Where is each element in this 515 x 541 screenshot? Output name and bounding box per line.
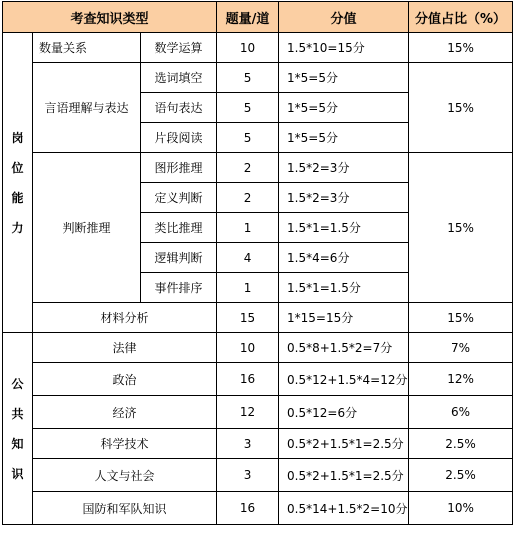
section-label-gonggong: 公 共 知 识 [3,333,33,525]
score-formula: 0.5*12=6分 [279,396,409,429]
category-name: 国防和军队知识 [33,492,217,525]
section-label-gangwei: 岗 位 能 力 [3,33,33,333]
score-ratio: 15% [409,153,513,303]
score-ratio: 2.5% [409,459,513,492]
question-count: 5 [217,63,279,93]
header-count: 题量/道 [217,2,279,33]
category-name: 经济 [33,396,217,429]
question-count: 10 [217,333,279,363]
question-count: 16 [217,492,279,525]
subcategory-name: 图形推理 [141,153,217,183]
subcategory-name: 定义判断 [141,183,217,213]
header-ratio: 分值占比（%） [409,2,513,33]
header-score: 分值 [279,2,409,33]
category-name: 数量关系 [33,33,141,63]
score-formula: 1.5*4=6分 [279,243,409,273]
exam-content-table [2,1,513,525]
subcategory-name: 事件排序 [141,273,217,303]
score-formula: 0.5*2+1.5*1=2.5分 [279,429,409,459]
question-count: 1 [217,213,279,243]
table-row [3,63,513,93]
table-row [3,363,513,396]
subcategory-name: 逻辑判断 [141,243,217,273]
score-ratio: 10% [409,492,513,525]
question-count: 1 [217,273,279,303]
score-ratio: 15% [409,33,513,63]
score-formula: 1*5=5分 [279,123,409,153]
category-name: 判断推理 [33,153,141,303]
score-formula: 0.5*2+1.5*1=2.5分 [279,459,409,492]
subcategory-name: 语句表达 [141,93,217,123]
table-row [3,492,513,525]
question-count: 5 [217,93,279,123]
question-count: 16 [217,363,279,396]
category-name: 材料分析 [33,303,217,333]
category-name: 政治 [33,363,217,396]
question-count: 3 [217,459,279,492]
question-count: 10 [217,33,279,63]
table-row [3,33,513,63]
score-formula: 1.5*1=1.5分 [279,273,409,303]
score-formula: 1.5*2=3分 [279,183,409,213]
score-formula: 1*5=5分 [279,63,409,93]
score-ratio: 15% [409,303,513,333]
score-ratio: 12% [409,363,513,396]
table-row [3,459,513,492]
category-name: 人文与社会 [33,459,217,492]
score-formula: 1*15=15分 [279,303,409,333]
question-count: 2 [217,153,279,183]
score-formula: 1.5*10=15分 [279,33,409,63]
score-formula: 1.5*2=3分 [279,153,409,183]
question-count: 2 [217,183,279,213]
table-row [3,303,513,333]
header-row [3,2,513,33]
question-count: 5 [217,123,279,153]
table-row [3,153,513,183]
score-ratio: 6% [409,396,513,429]
score-formula: 1*5=5分 [279,93,409,123]
subcategory-name: 选词填空 [141,63,217,93]
question-count: 4 [217,243,279,273]
table-row [3,396,513,429]
question-count: 3 [217,429,279,459]
category-name: 法律 [33,333,217,363]
table-row [3,429,513,459]
score-formula: 1.5*1=1.5分 [279,213,409,243]
question-count: 12 [217,396,279,429]
score-ratio: 15% [409,63,513,153]
score-formula: 0.5*12+1.5*4=12分 [279,363,409,396]
score-ratio: 7% [409,333,513,363]
question-count: 15 [217,303,279,333]
category-name: 言语理解与表达 [33,63,141,153]
subcategory-name: 类比推理 [141,213,217,243]
subcategory-name: 数学运算 [141,33,217,63]
score-formula: 0.5*8+1.5*2=7分 [279,333,409,363]
header-type: 考查知识类型 [3,2,217,33]
table-row [3,333,513,363]
score-formula: 0.5*14+1.5*2=10分 [279,492,409,525]
category-name: 科学技术 [33,429,217,459]
subcategory-name: 片段阅读 [141,123,217,153]
score-ratio: 2.5% [409,429,513,459]
